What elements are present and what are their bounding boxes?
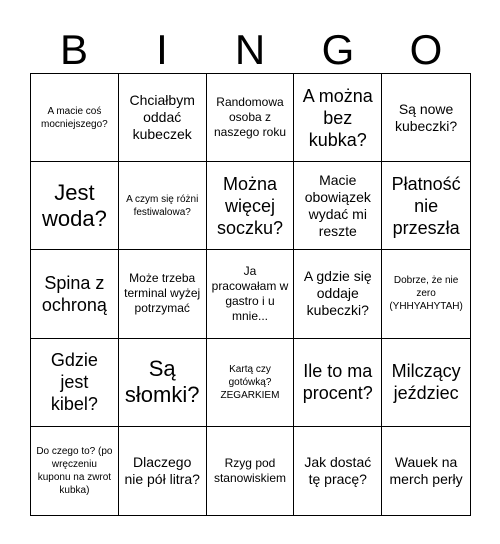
bingo-cell-r1-c1[interactable] bbox=[31, 74, 119, 162]
bingo-cell-text: Jak dostać tę pracę? bbox=[304, 453, 372, 487]
bingo-cell-r4-c4[interactable] bbox=[294, 339, 382, 427]
bingo-cell-text: Dlaczego nie pół litra? bbox=[124, 453, 200, 487]
header-letter-g: G bbox=[321, 26, 355, 73]
bingo-cell-r1-c5[interactable] bbox=[382, 74, 470, 162]
header-letter-i: I bbox=[156, 26, 168, 73]
bingo-cell-r2-c4[interactable] bbox=[294, 162, 382, 250]
bingo-cell-text: Macie obowiązek wydać mi reszte bbox=[304, 171, 371, 239]
bingo-cell-text: Chciałbym oddać kubeczek bbox=[129, 92, 195, 143]
bingo-cell-text: A czym się różni festiwalowa? bbox=[126, 193, 199, 218]
bingo-header bbox=[30, 26, 470, 74]
bingo-cell-r5-c2[interactable] bbox=[119, 427, 207, 515]
bingo-cell-text: Do czego to? (po wręczeniu kuponu na zwrot kubka) bbox=[36, 445, 113, 496]
bingo-cell-text: Może trzeba terminal wyżej potrzymać bbox=[124, 271, 201, 316]
bingo-cell-text: Jest woda? bbox=[41, 179, 107, 231]
bingo-cell-r3-c5[interactable] bbox=[382, 250, 470, 338]
bingo-cell-text: Ja pracowałam w gastro i u mnie... bbox=[211, 263, 289, 323]
bingo-board bbox=[30, 73, 471, 516]
bingo-cell-r2-c3[interactable] bbox=[207, 162, 295, 250]
bingo-cell-text: Randomowa osoba z naszego roku bbox=[213, 95, 287, 140]
bingo-cell-text: Gdzie jest kibel? bbox=[50, 350, 98, 415]
bingo-cell-text: Kartą czy gotówką? ZEGARKIEM bbox=[220, 363, 280, 401]
bingo-cell-r1-c2[interactable] bbox=[119, 74, 207, 162]
bingo-cell-r2-c1[interactable] bbox=[31, 162, 119, 250]
bingo-cell-r5-c5[interactable] bbox=[382, 427, 470, 515]
bingo-cell-r4-c1[interactable] bbox=[31, 339, 119, 427]
bingo-cell-text: A gdzie się oddaje kubeczki? bbox=[303, 268, 372, 319]
bingo-cell-text: A można bez kubka? bbox=[302, 85, 373, 150]
bingo-cell-r5-c4[interactable] bbox=[294, 427, 382, 515]
bingo-cell-r1-c3[interactable] bbox=[207, 74, 295, 162]
bingo-cell-r4-c2[interactable] bbox=[119, 339, 207, 427]
bingo-cell-r4-c5[interactable] bbox=[382, 339, 470, 427]
bingo-cell-text: Milczący jeździec bbox=[391, 361, 461, 404]
bingo-cell-r3-c2[interactable] bbox=[119, 250, 207, 338]
bingo-cell-r1-c4[interactable] bbox=[294, 74, 382, 162]
bingo-cell-text: Ile to ma procent? bbox=[302, 361, 373, 404]
bingo-cell-text: Dobrze, że nie zero (YHHYAHYTAH) bbox=[389, 275, 463, 313]
bingo-cell-r4-c3[interactable] bbox=[207, 339, 295, 427]
bingo-cell-text: Są słomki? bbox=[124, 356, 200, 408]
bingo-cell-r2-c2[interactable] bbox=[119, 162, 207, 250]
bingo-cell-r5-c1[interactable] bbox=[31, 427, 119, 515]
bingo-cell-text: A macie coś mocniejszego? bbox=[41, 105, 108, 130]
bingo-cell-r5-c3[interactable] bbox=[207, 427, 295, 515]
bingo-cell-r3-c4[interactable] bbox=[294, 250, 382, 338]
header-letter-b: B bbox=[59, 26, 88, 73]
bingo-cell-text: Rzyg pod stanowiskiem bbox=[213, 455, 286, 485]
bingo-cell-text: Wauek na merch perły bbox=[389, 453, 463, 487]
bingo-cell-text: Płatność nie przeszła bbox=[391, 173, 461, 238]
bingo-cell-text: Spina z ochroną bbox=[41, 272, 107, 315]
bingo-cell-text: Są nowe kubeczki? bbox=[394, 100, 458, 134]
header-letter-n: N bbox=[234, 26, 266, 73]
bingo-cell-r3-c3[interactable] bbox=[207, 250, 295, 338]
bingo-cell-r3-c1[interactable] bbox=[31, 250, 119, 338]
header-letter-o: O bbox=[409, 26, 443, 73]
bingo-cell-text: Można więcej soczku? bbox=[216, 173, 284, 238]
bingo-cell-r2-c5[interactable] bbox=[382, 162, 470, 250]
